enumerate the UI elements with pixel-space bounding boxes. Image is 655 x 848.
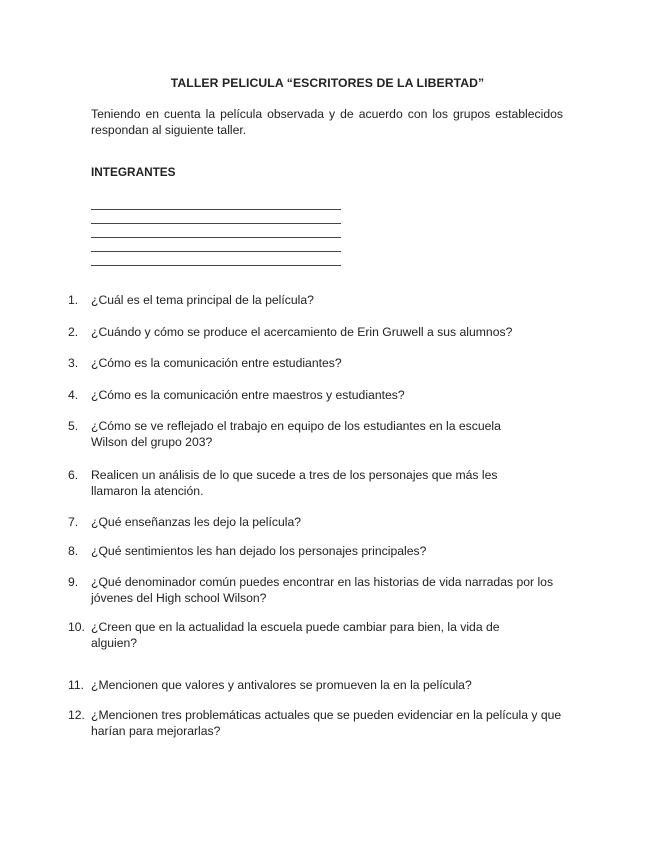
member-lines	[91, 196, 341, 266]
question-item	[68, 707, 568, 739]
question-number: 8.	[68, 544, 79, 558]
member-blank-line	[91, 196, 341, 210]
member-blank-line	[91, 210, 341, 224]
question-text: ¿Cómo es la comunicación entre estudiantes?	[91, 356, 342, 370]
member-blank-line	[91, 252, 341, 266]
question-number: 1.	[68, 293, 79, 307]
question-item	[68, 619, 568, 651]
member-blank-line	[91, 224, 341, 238]
question-number: 2.	[68, 325, 79, 339]
question-number: 12.	[68, 708, 85, 722]
question-item	[68, 574, 568, 606]
question-text: ¿Qué enseñanzas les dejo la película?	[91, 515, 302, 529]
question-text: Realicen un análisis de lo que sucede a tres de los personajes que más les llamaron la atención.	[91, 468, 498, 498]
question-text: ¿Cómo se ve reflejado el trabajo en equipo de los estudiantes en la escuela Wilson del grupo 203?	[91, 419, 501, 449]
question-text: ¿Qué denominador común puedes encontrar en las historias de vida narradas por los jóvenes del High school Wilson?	[91, 575, 554, 605]
question-item	[68, 543, 568, 559]
question-item	[68, 387, 568, 403]
question-text: ¿Mencionen tres problemáticas actuales que se pueden evidenciar en la película y que harían para mejorarlas?	[91, 708, 562, 738]
member-blank-line	[91, 238, 341, 252]
question-text: ¿Cuándo y cómo se produce el acercamiento de Erin Gruwell a sus alumnos?	[91, 325, 513, 339]
question-text: ¿Cómo es la comunicación entre maestros y estudiantes?	[91, 388, 405, 402]
question-number: 4.	[68, 388, 79, 402]
question-item	[68, 355, 568, 371]
question-item	[68, 292, 568, 308]
question-number: 11.	[68, 678, 85, 692]
question-item	[68, 514, 568, 530]
question-number: 6.	[68, 468, 79, 482]
question-text: ¿Mencionen que valores y antivalores se promueven la en la película?	[91, 678, 472, 692]
question-number: 3.	[68, 356, 79, 370]
question-text: ¿Qué sentimientos les han dejado los personajes principales?	[91, 544, 427, 558]
question-number: 10.	[68, 620, 85, 634]
document-title: TALLER PELICULA “ESCRITORES DE LA LIBERTAD”	[170, 76, 485, 90]
members-label: INTEGRANTES	[91, 165, 176, 179]
question-item	[68, 324, 568, 340]
intro-paragraph: Teniendo en cuenta la película observada y de acuerdo con los grupos establecidos respondan al siguiente taller.	[91, 107, 563, 137]
question-text: ¿Cuál es el tema principal de la película?	[91, 293, 314, 307]
question-number: 5.	[68, 419, 79, 433]
question-item	[68, 418, 568, 450]
question-text: ¿Creen que en la actualidad la escuela puede cambiar para bien, la vida de alguien?	[91, 620, 500, 650]
question-number: 9.	[68, 575, 79, 589]
question-item	[68, 467, 568, 499]
question-item	[68, 677, 568, 693]
question-number: 7.	[68, 515, 79, 529]
